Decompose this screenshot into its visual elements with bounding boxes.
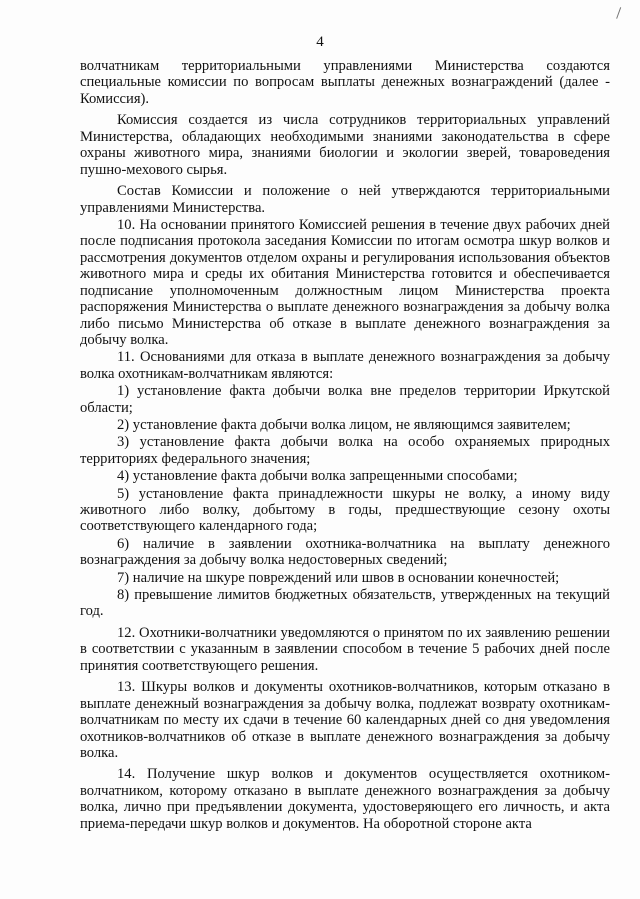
paragraph-commission-composition: Состав Комиссии и положение о ней утверждаются территориальными управлениями Министерства. [80, 183, 610, 216]
list-item-11-1: 1) установление факта добычи волка вне пределов территории Иркутской области; [80, 383, 610, 416]
paragraph-item-11: 11. Основаниями для отказа в выплате денежного вознаграждения за добычу волка охотникам-волчатникам являются: [80, 349, 610, 382]
list-item-11-7: 7) наличие на шкуре повреждений или швов в основании конечностей; [117, 569, 560, 586]
paragraph-commission-members: Комиссия создается из числа сотрудников территориальных управлений Министерства, обладающих необходимыми знаниями законодательства в сфере охраны животного мира, знаниями биологии и экологии зверей, товароведения пушно-мехового сырья. [80, 112, 610, 178]
list-item-11-5: 5) установление факта принадлежности шкуры не волку, а иному виду животного либо волку, добытому в годы, предшествующие сезону охоты соответствующего календарного года; [80, 485, 610, 535]
paragraph-item-10: 10. На основании принятого Комиссией решения в течение двух рабочих дней после подписания протокола заседания Комиссии по итогам осмотра шкур волков и рассмотрения документов отделом охраны и регулирования использования объектов животного мира и среды их обитания Министерства готовится и обеспечивается подписание уполномоченным должностным лицом Министерства проекта распоряжения Министерства о выплате денежного вознаграждения за добычу волка либо письмо Министерства об отказе в выплате денежного вознаграждения за добычу волка. [80, 216, 610, 349]
list-item-11-8: 8) превышение лимитов бюджетных обязательств, утвержденных на текущий год. [80, 586, 610, 620]
list-item-11-6: 6) наличие в заявлении охотника-волчатника на выплату денежного вознаграждения за добычу волка недостоверных сведений; [80, 535, 610, 569]
list-item-11-3: 3) установление факта добычи волка на особо охраняемых природных территориях федерального значения; [80, 434, 610, 467]
document-body [80, 58, 610, 832]
page-number: 4 [316, 34, 324, 50]
list-item-11-4: 4) установление факта добычи волка запрещенными способами; [117, 468, 518, 485]
paragraph-commission-creation: волчатникам территориальными управлениями Министерства создаются специальные комиссии по вопросам выплаты денежных вознаграждений (далее - Комиссия). [80, 58, 610, 107]
corner-pen-mark [616, 7, 627, 21]
paragraph-item-14: 14. Получение шкур волков и документов осуществляется охотником-волчатником, которому отказано в выплате денежного вознаграждения за добычу волка, лично при предъявлении документа, удостоверяющего его личность, и акта приема-передачи шкур волков и документов. На оборотной стороне акта [80, 766, 610, 832]
list-item-11-2: 2) установление факта добычи волка лицом, не являющимся заявителем; [117, 417, 571, 434]
paragraph-item-12: 12. Охотники-волчатники уведомляются о принятом по их заявлению решении в соответствии с указанным в заявлении способом в течение 5 рабочих дней после принятия соответствующего решения. [80, 624, 610, 674]
paragraph-item-13: 13. Шкуры волков и документы охотников-волчатников, которым отказано в выплате денежный вознаграждения за добычу волка, подлежат возврату охотникам-волчатникам по месту их сдачи в течение 60 календарных дней со дня уведомления охотников-волчатников об отказе в выплате денежного вознаграждения за добычу волка. [80, 679, 610, 762]
